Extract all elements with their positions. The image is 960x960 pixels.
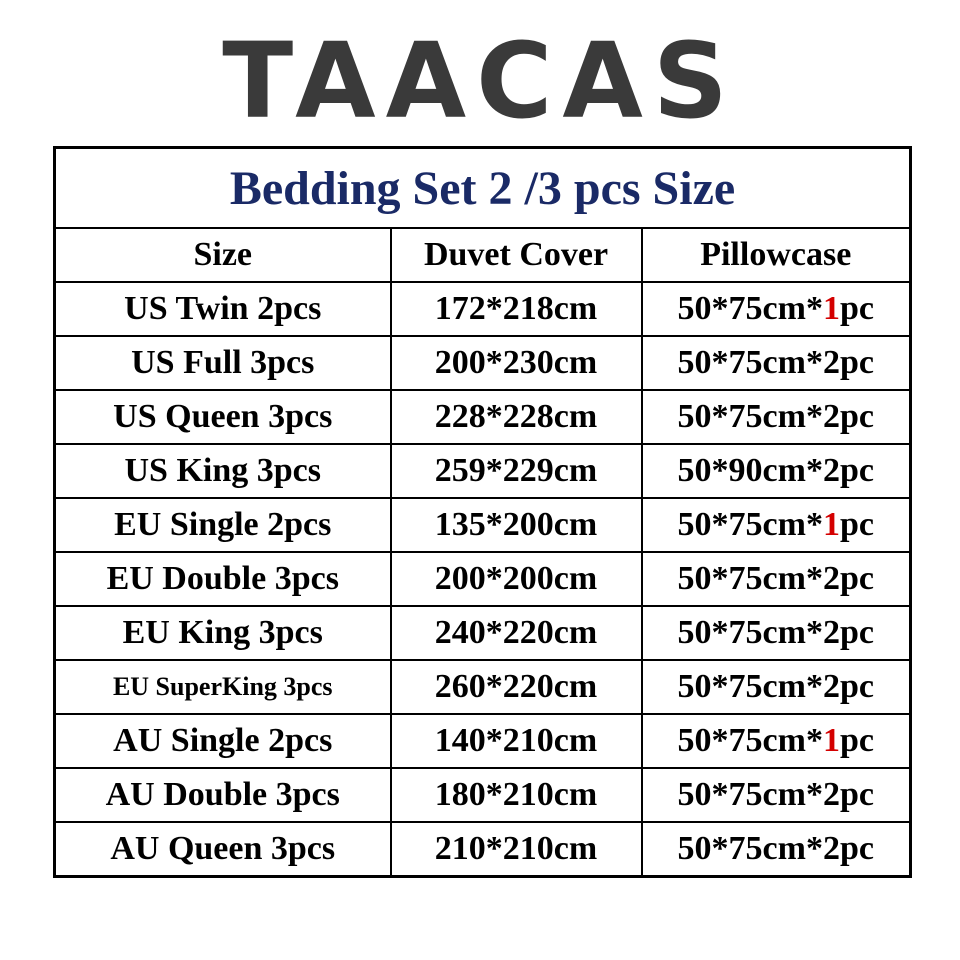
- table-body: [55, 282, 911, 877]
- pillowcase-unit: pc: [839, 398, 874, 435]
- pillowcase-quantity: 1: [822, 506, 840, 543]
- pillowcase-size: 50*75cm*: [677, 506, 823, 543]
- size-cell: AU Double 3pcs: [55, 768, 391, 822]
- pillowcase-cell: [642, 390, 911, 444]
- header-size: Size: [55, 228, 391, 282]
- duvet-cover-cell: 135*200cm: [391, 498, 642, 552]
- pillowcase-unit: pc: [839, 722, 874, 759]
- duvet-cover-cell: 200*230cm: [391, 336, 642, 390]
- table-title: Bedding Set 2 /3 pcs Size: [55, 148, 911, 229]
- table-row: [55, 336, 911, 390]
- size-cell: AU Queen 3pcs: [55, 822, 391, 877]
- table-row: [55, 822, 911, 877]
- duvet-cover-cell: 172*218cm: [391, 282, 642, 336]
- pillowcase-cell: [642, 660, 911, 714]
- size-cell: EU SuperKing 3pcs: [55, 660, 391, 714]
- duvet-cover-cell: 260*220cm: [391, 660, 642, 714]
- pillowcase-cell: [642, 498, 911, 552]
- pillowcase-size: 50*75cm*: [677, 776, 823, 813]
- pillowcase-unit: pc: [839, 614, 874, 651]
- size-cell: AU Single 2pcs: [55, 714, 391, 768]
- pillowcase-unit: pc: [839, 290, 874, 327]
- pillowcase-unit: pc: [839, 830, 874, 867]
- pillowcase-unit: pc: [839, 668, 874, 705]
- pillowcase-unit: pc: [839, 344, 874, 381]
- duvet-cover-cell: 210*210cm: [391, 822, 642, 877]
- pillowcase-cell: [642, 768, 911, 822]
- pillowcase-cell: [642, 552, 911, 606]
- table-row: [55, 444, 911, 498]
- pillowcase-unit: pc: [839, 776, 874, 813]
- pillowcase-unit: pc: [839, 560, 874, 597]
- header-pillowcase: Pillowcase: [642, 228, 911, 282]
- pillowcase-unit: pc: [839, 452, 874, 489]
- brand-logo: TAACAS: [222, 20, 738, 142]
- table-row: [55, 714, 911, 768]
- pillowcase-quantity: 2: [822, 830, 840, 867]
- duvet-cover-cell: 200*200cm: [391, 552, 642, 606]
- pillowcase-size: 50*75cm*: [677, 830, 823, 867]
- duvet-cover-cell: 140*210cm: [391, 714, 642, 768]
- pillowcase-size: 50*75cm*: [677, 344, 823, 381]
- header-row: [55, 228, 911, 282]
- pillowcase-quantity: 2: [822, 560, 840, 597]
- pillowcase-cell: [642, 822, 911, 877]
- pillowcase-cell: [642, 336, 911, 390]
- pillowcase-quantity: 2: [822, 776, 840, 813]
- pillowcase-cell: [642, 606, 911, 660]
- pillowcase-quantity: 2: [822, 398, 840, 435]
- pillowcase-quantity: 2: [822, 452, 840, 489]
- pillowcase-unit: pc: [839, 506, 874, 543]
- size-cell: EU King 3pcs: [55, 606, 391, 660]
- pillowcase-quantity: 1: [822, 722, 840, 759]
- size-chart-table: [53, 146, 912, 878]
- pillowcase-quantity: 2: [822, 614, 840, 651]
- size-cell: EU Single 2pcs: [55, 498, 391, 552]
- pillowcase-quantity: 2: [822, 668, 840, 705]
- size-cell: US Full 3pcs: [55, 336, 391, 390]
- size-cell: US Queen 3pcs: [55, 390, 391, 444]
- pillowcase-cell: [642, 714, 911, 768]
- pillowcase-size: 50*90cm*: [677, 452, 823, 489]
- pillowcase-quantity: 2: [822, 344, 840, 381]
- table-row: [55, 660, 911, 714]
- size-cell: EU Double 3pcs: [55, 552, 391, 606]
- pillowcase-cell: [642, 444, 911, 498]
- pillowcase-size: 50*75cm*: [677, 290, 823, 327]
- table-row: [55, 282, 911, 336]
- size-cell: US Twin 2pcs: [55, 282, 391, 336]
- duvet-cover-cell: 259*229cm: [391, 444, 642, 498]
- pillowcase-quantity: 1: [822, 290, 840, 327]
- pillowcase-size: 50*75cm*: [677, 668, 823, 705]
- table-row: [55, 390, 911, 444]
- pillowcase-size: 50*75cm*: [677, 398, 823, 435]
- pillowcase-cell: [642, 282, 911, 336]
- pillowcase-size: 50*75cm*: [677, 614, 823, 651]
- size-cell: US King 3pcs: [55, 444, 391, 498]
- table-row: [55, 498, 911, 552]
- table-row: [55, 552, 911, 606]
- pillowcase-size: 50*75cm*: [677, 722, 823, 759]
- table-row: [55, 606, 911, 660]
- duvet-cover-cell: 180*210cm: [391, 768, 642, 822]
- header-duvet-cover: Duvet Cover: [391, 228, 642, 282]
- duvet-cover-cell: 228*228cm: [391, 390, 642, 444]
- table-row: [55, 768, 911, 822]
- duvet-cover-cell: 240*220cm: [391, 606, 642, 660]
- pillowcase-size: 50*75cm*: [677, 560, 823, 597]
